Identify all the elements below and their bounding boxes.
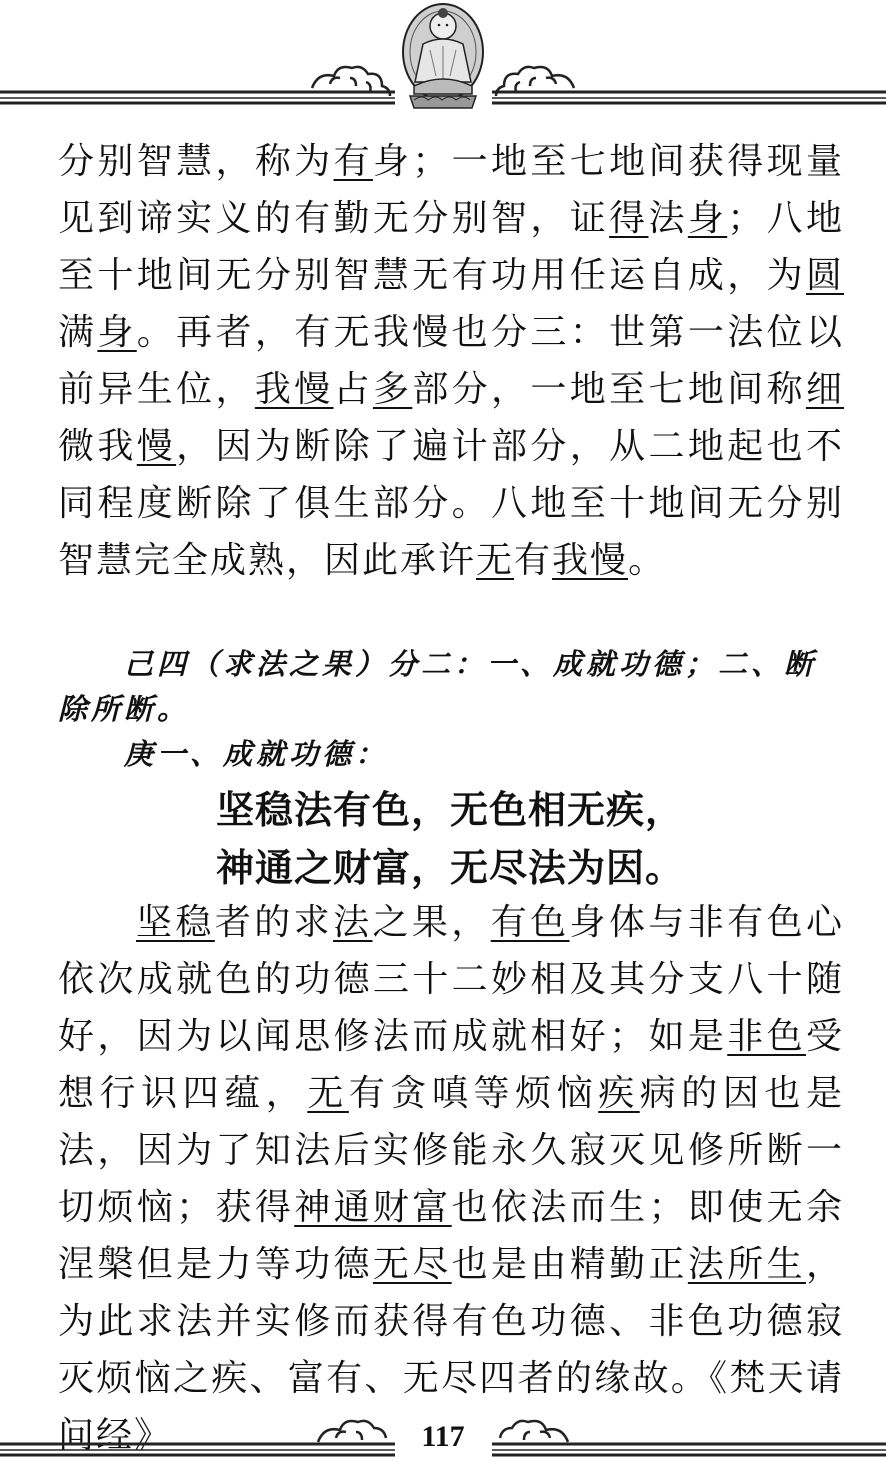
- text-run: 法: [648, 198, 688, 239]
- underlined-term: 我慢: [552, 540, 629, 581]
- text-run: 也依法而生；即使无余涅槃但是力等功德: [58, 1187, 844, 1285]
- outline-heading-ji4-text: 己四（求法之果）分二：一、成就功德；二、断除所断。: [58, 647, 818, 726]
- underlined-term: 有色: [490, 902, 570, 943]
- underlined-term: 疾: [598, 1073, 640, 1114]
- text-run: 。: [628, 540, 667, 581]
- text-run: 身；一地至七地间获得现量见到谛实义的有勤无分别智，证: [58, 141, 844, 239]
- underlined-term: 坚稳: [136, 902, 215, 943]
- text-run: 也是由精勤正: [451, 1244, 688, 1285]
- buddha-figure-icon: [403, 4, 483, 108]
- text-run: 。再者，有无我慢也分三：世第一法位以前异生位，: [58, 312, 844, 410]
- underlined-term: 无: [307, 1073, 349, 1114]
- text-run: ，因为断除了遍计部分，从二地起也不同程度断除了俱生部分。八地至十地间无分别智慧完全成熟，因此承许: [58, 426, 844, 581]
- text-run: 占: [333, 369, 373, 410]
- text-run: 有: [514, 540, 553, 581]
- underlined-term: 无尽: [372, 1244, 452, 1285]
- text-run: 微我: [58, 426, 137, 467]
- underlined-term: 有: [333, 141, 373, 182]
- text-run: 受想行识四蕴，: [58, 1016, 844, 1114]
- outline-heading-ji4: [58, 642, 844, 732]
- underlined-term: 神通财富: [294, 1187, 452, 1228]
- underlined-term: 法所生: [687, 1244, 806, 1285]
- commentary-paragraph-bottom: [58, 894, 844, 1464]
- underlined-term: 圆: [805, 255, 844, 296]
- text-run: 满: [58, 312, 98, 353]
- underlined-term: 法: [333, 902, 373, 943]
- commentary-paragraph-top: [58, 133, 844, 589]
- text-run: ，为此求法并实修而获得有色功德、非色功德寂灭烦恼之疾、富有、无尽四者的缘故。《梵天请问经》: [58, 1244, 844, 1456]
- underlined-term: 身: [97, 312, 137, 353]
- text-run: 之果，: [372, 902, 491, 943]
- verse-line-2: 神通之财富，无尽法为因。: [216, 846, 685, 890]
- underlined-term: 身: [687, 198, 728, 239]
- outline-heading-geng1-text: 庚一、成就功德：: [124, 737, 389, 771]
- page-number: 117: [421, 1420, 465, 1453]
- root-verse: [216, 781, 836, 897]
- text-run: ；八地至十地间无分别智慧无有功用任运自成，为: [58, 198, 844, 296]
- footer-cloud-left-icon: [318, 1421, 386, 1442]
- text-run: 分别智慧，称为: [58, 141, 334, 182]
- footer-cloud-right-icon: [500, 1421, 568, 1442]
- underlined-term: 得: [609, 198, 649, 239]
- text-run: 病的因也是法，因为了知法后实修能永久寂灭见修所断一切烦恼；获得: [58, 1073, 844, 1228]
- text-run: 身体与非有色心依次成就色的功德三十二妙相及其分支八十随好，因为以闻思修法而成就相好；如是: [58, 902, 844, 1057]
- header-ornament: [0, 0, 886, 120]
- underlined-term: 非色: [727, 1016, 806, 1057]
- underlined-term: 无: [476, 540, 515, 581]
- underlined-term: 慢: [136, 426, 177, 467]
- outline-heading-geng1: [58, 732, 844, 777]
- underlined-term: 细: [805, 369, 844, 410]
- text-run: 部分，一地至七地间称: [412, 369, 806, 410]
- underlined-term: 我慢: [254, 369, 334, 410]
- verse-line-1: 坚稳法有色，无色相无疾，: [216, 788, 685, 832]
- text-run: 者的求: [214, 902, 334, 943]
- text-run: 有贪嗔等烦恼: [348, 1073, 599, 1114]
- underlined-term: 多: [372, 369, 413, 410]
